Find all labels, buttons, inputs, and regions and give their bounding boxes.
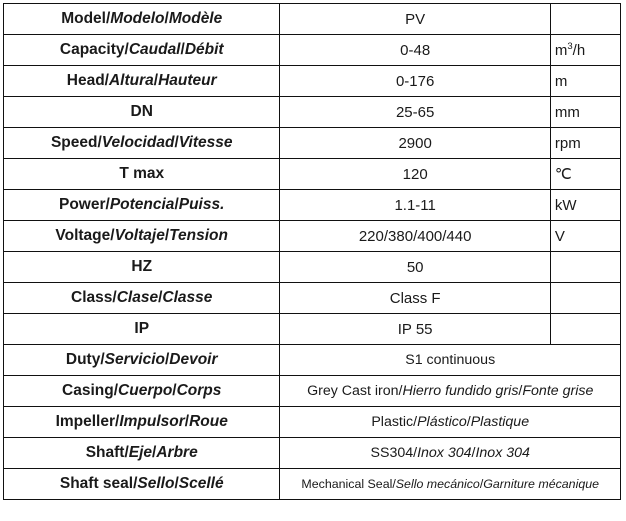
row-unit-hz bbox=[550, 252, 620, 283]
table-row bbox=[4, 407, 621, 438]
label-es: Clase bbox=[116, 289, 159, 306]
unit-base: m bbox=[554, 42, 568, 59]
unit-exponent: 3 bbox=[567, 41, 573, 52]
label-separator: / bbox=[158, 289, 163, 306]
label-es: Cuerpo bbox=[118, 382, 173, 399]
label-separator: / bbox=[164, 351, 170, 368]
row-label-power bbox=[4, 190, 280, 221]
label-en: Power bbox=[59, 196, 106, 213]
row-label-ip bbox=[4, 314, 280, 345]
value-separator: / bbox=[413, 414, 418, 430]
row-unit-head: m bbox=[550, 66, 620, 97]
label-separator: / bbox=[105, 196, 110, 213]
label-en: Class bbox=[71, 289, 113, 306]
row-value-ip: IP 55 bbox=[280, 314, 550, 345]
label-separator: / bbox=[115, 413, 120, 430]
label-separator: / bbox=[105, 10, 111, 27]
row-label-capacity bbox=[4, 35, 280, 66]
row-value-class: Class F bbox=[280, 283, 550, 314]
value-es: Sello mecánico bbox=[395, 477, 480, 491]
label-fr: Scellé bbox=[178, 475, 224, 492]
row-unit-class bbox=[550, 283, 620, 314]
row-unit-dn: mm bbox=[550, 97, 620, 128]
row-label-dn bbox=[4, 97, 280, 128]
row-unit-speed: rpm bbox=[550, 128, 620, 159]
row-unit-tmax: ℃ bbox=[550, 159, 620, 190]
label-separator: / bbox=[100, 351, 105, 368]
label-es: Potencia bbox=[109, 196, 175, 213]
label-separator: / bbox=[110, 227, 115, 244]
label-es: Velocidad bbox=[101, 134, 175, 151]
value-fr: Inox 304 bbox=[475, 445, 530, 461]
label-separator: / bbox=[124, 444, 129, 461]
label-fr: Corps bbox=[176, 382, 222, 399]
table-row bbox=[4, 4, 621, 35]
row-value-hz: 50 bbox=[280, 252, 550, 283]
label-separator: / bbox=[113, 382, 119, 399]
row-label-class bbox=[4, 283, 280, 314]
row-label-head bbox=[4, 66, 280, 97]
value-en: Plastic bbox=[371, 414, 414, 430]
table-row bbox=[4, 469, 621, 500]
table-row bbox=[4, 283, 621, 314]
table-row bbox=[4, 190, 621, 221]
label-en: HZ bbox=[131, 258, 153, 275]
row-value-dn: 25-65 bbox=[280, 97, 550, 128]
label-separator: / bbox=[174, 134, 179, 151]
value-separator: / bbox=[518, 383, 523, 399]
label-fr: Puiss. bbox=[178, 196, 225, 213]
value-fr: Garniture mécanique bbox=[483, 477, 599, 491]
value-en: Mechanical Seal bbox=[301, 477, 393, 491]
label-fr: Devoir bbox=[169, 351, 218, 368]
value-separator: / bbox=[392, 477, 396, 491]
label-es: Voltaje bbox=[114, 227, 165, 244]
table-row bbox=[4, 376, 621, 407]
unit-tail: /h bbox=[572, 42, 586, 59]
row-value-duty: S1 continuous bbox=[280, 345, 621, 376]
label-en: Shaft seal bbox=[59, 475, 134, 492]
label-separator: / bbox=[164, 227, 170, 244]
label-fr: Hauteur bbox=[158, 72, 217, 89]
value-separator: / bbox=[479, 477, 484, 491]
table-row bbox=[4, 345, 621, 376]
label-fr: Arbre bbox=[156, 444, 198, 461]
label-en: Impeller bbox=[55, 413, 116, 430]
row-label-impeller bbox=[4, 407, 280, 438]
label-separator: / bbox=[133, 475, 138, 492]
row-label-model bbox=[4, 4, 280, 35]
row-label-tmax bbox=[4, 159, 280, 190]
table-row bbox=[4, 252, 621, 283]
row-label-casing bbox=[4, 376, 280, 407]
table-row bbox=[4, 438, 621, 469]
value-separator: / bbox=[466, 414, 471, 430]
label-en: Model bbox=[61, 10, 106, 27]
label-es: Modelo bbox=[110, 10, 165, 27]
label-en: Capacity bbox=[59, 41, 125, 58]
label-separator: / bbox=[153, 72, 159, 89]
row-value-shaft bbox=[280, 438, 621, 469]
label-separator: / bbox=[180, 41, 185, 58]
label-fr: Débit bbox=[184, 41, 224, 58]
value-separator: / bbox=[398, 383, 403, 399]
label-es: Impulsor bbox=[119, 413, 185, 430]
label-separator: / bbox=[97, 134, 102, 151]
row-value-shaft-seal bbox=[280, 469, 621, 500]
value-separator: / bbox=[471, 445, 476, 461]
row-value-power: 1.1-11 bbox=[280, 190, 550, 221]
label-fr: Roue bbox=[189, 413, 228, 430]
label-en: IP bbox=[134, 320, 150, 337]
table-row bbox=[4, 221, 621, 252]
label-fr: Classe bbox=[162, 289, 213, 306]
label-en: Head bbox=[66, 72, 105, 89]
label-es: Servicio bbox=[104, 351, 165, 368]
row-value-capacity: 0-48 bbox=[280, 35, 550, 66]
row-label-shaft bbox=[4, 438, 280, 469]
row-value-speed: 2900 bbox=[280, 128, 550, 159]
label-fr: Modèle bbox=[168, 10, 223, 27]
label-es: Altura bbox=[108, 72, 154, 89]
row-value-head: 0-176 bbox=[280, 66, 550, 97]
row-value-voltage: 220/380/400/440 bbox=[280, 221, 550, 252]
row-label-voltage bbox=[4, 221, 280, 252]
label-separator: / bbox=[124, 41, 129, 58]
table-row bbox=[4, 35, 621, 66]
row-label-speed bbox=[4, 128, 280, 159]
table-row bbox=[4, 66, 621, 97]
label-separator: / bbox=[174, 196, 179, 213]
row-unit-capacity bbox=[550, 35, 620, 66]
label-es: Caudal bbox=[128, 41, 181, 58]
label-en: Speed bbox=[50, 134, 98, 151]
label-separator: / bbox=[164, 10, 169, 27]
row-unit-model bbox=[550, 4, 620, 35]
row-value-tmax: 120 bbox=[280, 159, 550, 190]
label-en: Casing bbox=[62, 382, 114, 399]
value-es: Inox 304 bbox=[417, 445, 472, 461]
specification-table bbox=[3, 3, 621, 500]
table-row bbox=[4, 97, 621, 128]
label-en: Voltage bbox=[55, 227, 111, 244]
row-value-model: PV bbox=[280, 4, 550, 35]
row-unit-ip bbox=[550, 314, 620, 345]
label-en: T max bbox=[119, 165, 165, 182]
label-separator: / bbox=[104, 72, 109, 89]
label-separator: / bbox=[152, 444, 157, 461]
row-value-impeller bbox=[280, 407, 621, 438]
row-value-casing bbox=[280, 376, 621, 407]
label-en: Shaft bbox=[85, 444, 125, 461]
label-separator: / bbox=[112, 289, 117, 306]
value-fr: Plastique bbox=[470, 414, 530, 430]
row-unit-voltage: V bbox=[550, 221, 620, 252]
table-row bbox=[4, 314, 621, 345]
label-fr: Vitesse bbox=[178, 134, 233, 151]
value-es: Plástico bbox=[417, 414, 467, 430]
label-en: DN bbox=[130, 103, 153, 120]
value-en: Grey Cast iron bbox=[307, 383, 399, 399]
table-row bbox=[4, 159, 621, 190]
value-es: Hierro fundido gris bbox=[402, 383, 519, 399]
label-es: Sello bbox=[137, 475, 175, 492]
row-label-duty bbox=[4, 345, 280, 376]
label-es: Eje bbox=[128, 444, 153, 461]
table-row bbox=[4, 128, 621, 159]
row-label-shaft-seal bbox=[4, 469, 280, 500]
label-en: Duty bbox=[65, 351, 101, 368]
label-separator: / bbox=[184, 413, 190, 430]
row-label-hz bbox=[4, 252, 280, 283]
value-fr: Fonte grise bbox=[522, 383, 594, 399]
label-separator: / bbox=[172, 382, 177, 399]
value-separator: / bbox=[413, 445, 418, 461]
row-unit-power: kW bbox=[550, 190, 620, 221]
label-fr: Tension bbox=[169, 227, 228, 244]
label-separator: / bbox=[174, 475, 179, 492]
value-en: SS304 bbox=[370, 445, 414, 461]
